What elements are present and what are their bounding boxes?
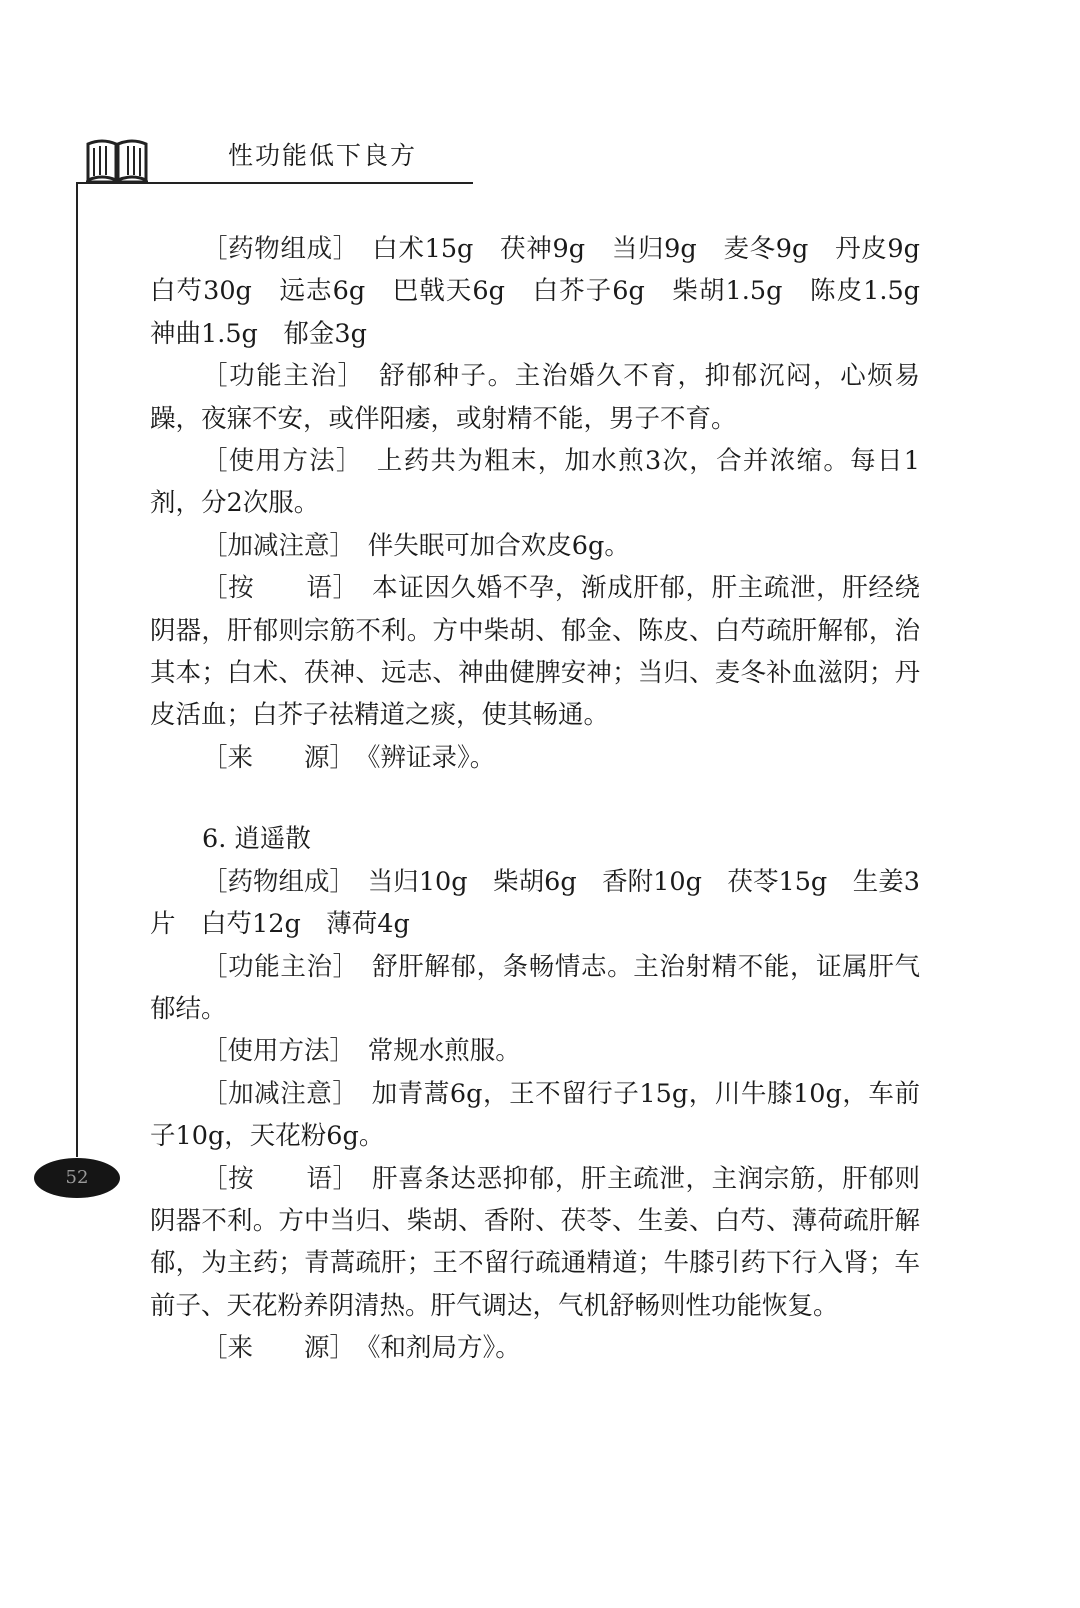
entry-text: 常规水煎服。	[342, 1036, 521, 1067]
entry-text: 肝喜条达恶抑郁，肝主疏泄，主润宗筋，肝郁则阴器不利。方中当归、柴胡、香附、茯苓、生姜、白芍、薄荷疏肝解郁，为主药；青蒿疏肝；王不留行疏通精道；牛膝引药下行入肾；车前子、天花粉养阴清热。肝气调达，气机舒畅则性功能恢复。	[150, 1163, 920, 1321]
entry-modifications	[150, 525, 920, 567]
entry-text: 本证因久婚不孕，渐成肝郁，肝主疏泄，肝经绕阴器，肝郁则宗筋不利。方中柴胡、郁金、陈皮、白芍疏肝解郁，治其本；白术、茯神、远志、神曲健脾安神；当归、麦冬补血滋阴；丹皮活血；白芥子祛精道之痰，使其畅通。	[150, 573, 920, 731]
entry-text: 舒郁种子。主治婚久不育，抑郁沉闷，心烦易躁，夜寐不安，或伴阳痿，或射精不能，男子不育。	[150, 361, 920, 434]
entry-commentary	[150, 567, 920, 737]
entry-text: 伴失眠可加合欢皮6g。	[342, 530, 630, 561]
entry-label: ［功能主治］	[202, 951, 346, 982]
entry-label: ［来 源］	[202, 742, 343, 773]
entry-modifications	[150, 1073, 920, 1158]
entry-usage	[150, 440, 920, 525]
open-book-icon	[84, 134, 150, 184]
entry-text: 当归10g 柴胡6g 香附10g 茯苓15g 生姜3片 白芍12g 薄荷4g	[150, 866, 920, 940]
header-divider	[78, 182, 473, 184]
entry-label: ［功能主治］	[202, 361, 352, 392]
entry-composition	[150, 228, 946, 355]
entry-indications	[150, 946, 920, 1031]
entry-label: ［来 源］	[202, 1333, 343, 1364]
page-body	[150, 228, 946, 1370]
entry-text: 白术15g 茯神9g 当归9g 麦冬9g 丹皮9g白芍30g 远志6g 巴戟天6g 白芥子6g 柴胡1.5g 陈皮1.5g 神曲1.5g 郁金3g	[150, 234, 946, 349]
entry-label: ［药物组成］	[202, 866, 343, 897]
running-header	[78, 128, 468, 184]
formula-heading: 6. 逍遥散	[202, 824, 311, 855]
section-spacer	[150, 779, 920, 818]
entry-label: ［加减注意］	[202, 530, 343, 561]
entry-source	[150, 1327, 920, 1369]
entry-label: ［按 语］	[202, 573, 346, 604]
entry-usage	[150, 1030, 920, 1072]
entry-indications	[150, 355, 920, 440]
entry-text: 加青蒿6g，王不留行子15g，川牛膝10g，车前子10g，天花粉6g。	[150, 1078, 920, 1152]
entry-label: ［药物组成］	[202, 234, 347, 264]
entry-label: ［使用方法］	[202, 446, 351, 477]
entry-source	[150, 737, 920, 779]
header-title: 性功能低下良方	[228, 141, 418, 170]
entry-text: 舒肝解郁，条畅情志。主治射精不能，证属肝气郁结。	[150, 951, 920, 1024]
page-number-badge: 52	[34, 1158, 120, 1198]
entry-composition	[150, 861, 920, 946]
margin-rule	[76, 182, 78, 1157]
entry-label: ［加减注意］	[202, 1078, 346, 1109]
entry-label: ［按 语］	[202, 1163, 346, 1194]
entry-commentary	[150, 1158, 920, 1328]
entry-text: 上药共为粗末，加水煎3次，合并浓缩。每日1剂，分2次服。	[150, 446, 920, 519]
entry-label: ［使用方法］	[202, 1036, 343, 1067]
entry-text: 《和剂局方》。	[342, 1333, 521, 1364]
entry-text: 《辨证录》。	[342, 742, 496, 773]
